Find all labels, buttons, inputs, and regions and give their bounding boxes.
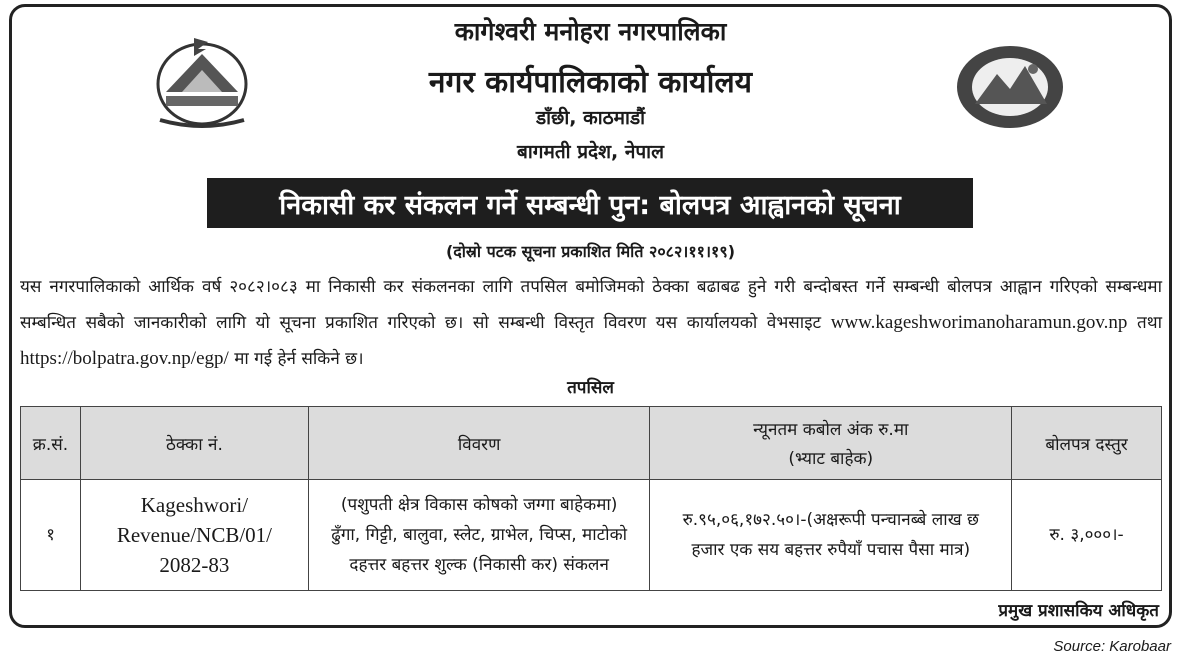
body-text: यस नगरपालिकाको आर्थिक वर्ष २०८२।०८३ मा निकासी कर संकलनका लागि तपसिल बमोजिमको ठेक्का बढाबढ हुने गरी बन्दोबस्त गर्ने सम्बन्धी बोलपत्र आह्वान गरिएको सम्बन्धमा सम्बन्धित सबैको जानकारीको लागि यो सूचना प्रकाशित गरिएको छ। सो सम्बन्धी विस्तृत विवरण यस कार्यालयको वेभसाइट bbox=[20, 277, 1162, 333]
municipality-name: कागेश्वरी मनोहरा नगरपालिका bbox=[454, 17, 727, 46]
description-line: (पशुपती क्षेत्र विकास कोषको जग्गा बाहेकमा) bbox=[340, 495, 618, 515]
source-credit: Source: Karobaar bbox=[1053, 638, 1171, 655]
contract-line: Revenue/NCB/01/ bbox=[116, 523, 272, 547]
description-line: दहत्तर बहत्तर शुल्क (निकासी कर) संकलन bbox=[349, 555, 609, 575]
table-header-row bbox=[21, 407, 1162, 480]
address-line2: बागमती प्रदेश, नेपाल bbox=[517, 141, 664, 163]
cell-fee: रु. ३,०००।- bbox=[1012, 480, 1162, 591]
website-link-municipality[interactable]: www.kageshworimanoharamun.gov.np bbox=[830, 312, 1128, 333]
body-tail: मा गई हेर्न सकिने छ। bbox=[234, 349, 364, 369]
cell-serial: १ bbox=[21, 480, 81, 591]
description-line: ढुँगा, गिट्टी, बालुवा, स्लेट, ग्राभेल, चिप्स, माटोको bbox=[331, 525, 628, 545]
office-name: नगर कार्यपालिकाको कार्यालय bbox=[428, 65, 753, 100]
cell-min-bid bbox=[650, 480, 1012, 591]
header-min-bid-label: न्यूनतम कबोल अंक रु.मा bbox=[753, 420, 909, 440]
min-bid-line: हजार एक सय बहत्तर रुपैयाँ पचास पैसा मात्र) bbox=[691, 540, 971, 560]
notice-title: निकासी कर संकलन गर्ने सम्बन्धी पुन: बोलपत्र आह्वानको सूचना bbox=[207, 178, 973, 228]
cell-description bbox=[308, 480, 650, 591]
contract-line: 2082-83 bbox=[159, 553, 230, 577]
address-line1: डाँछी, काठमाडौं bbox=[535, 107, 646, 129]
header-min-bid bbox=[650, 407, 1012, 480]
header-fee: बोलपत्र दस्तुर bbox=[1012, 407, 1162, 480]
header-description: विवरण bbox=[308, 407, 650, 480]
publication-note: (दोस्रो पटक सूचना प्रकाशित मिति २०८२।११।१९) bbox=[445, 242, 736, 261]
conjunction: तथा bbox=[1137, 313, 1162, 333]
signatory: प्रमुख प्रशासकिय अधिकृत bbox=[998, 601, 1159, 621]
notice-body bbox=[20, 270, 1162, 377]
schedule-label: तपसिल bbox=[567, 378, 614, 398]
header-min-bid-sub: (भ्याट बाहेक) bbox=[788, 449, 874, 469]
contract-line: Kageshwori/ bbox=[140, 493, 249, 517]
min-bid-line: रु.९५,०६,१७२.५०।-(अक्षरूपी पन्चानब्बे लाख छ bbox=[682, 510, 979, 530]
cell-contract-no bbox=[80, 480, 308, 591]
header-contract-no: ठेक्का नं. bbox=[80, 407, 308, 480]
header-serial: क्र.सं. bbox=[21, 407, 81, 480]
table-row bbox=[21, 480, 1162, 591]
tender-table bbox=[20, 406, 1162, 591]
website-link-bolpatra[interactable]: https://bolpatra.gov.np/egp/ bbox=[20, 348, 229, 369]
